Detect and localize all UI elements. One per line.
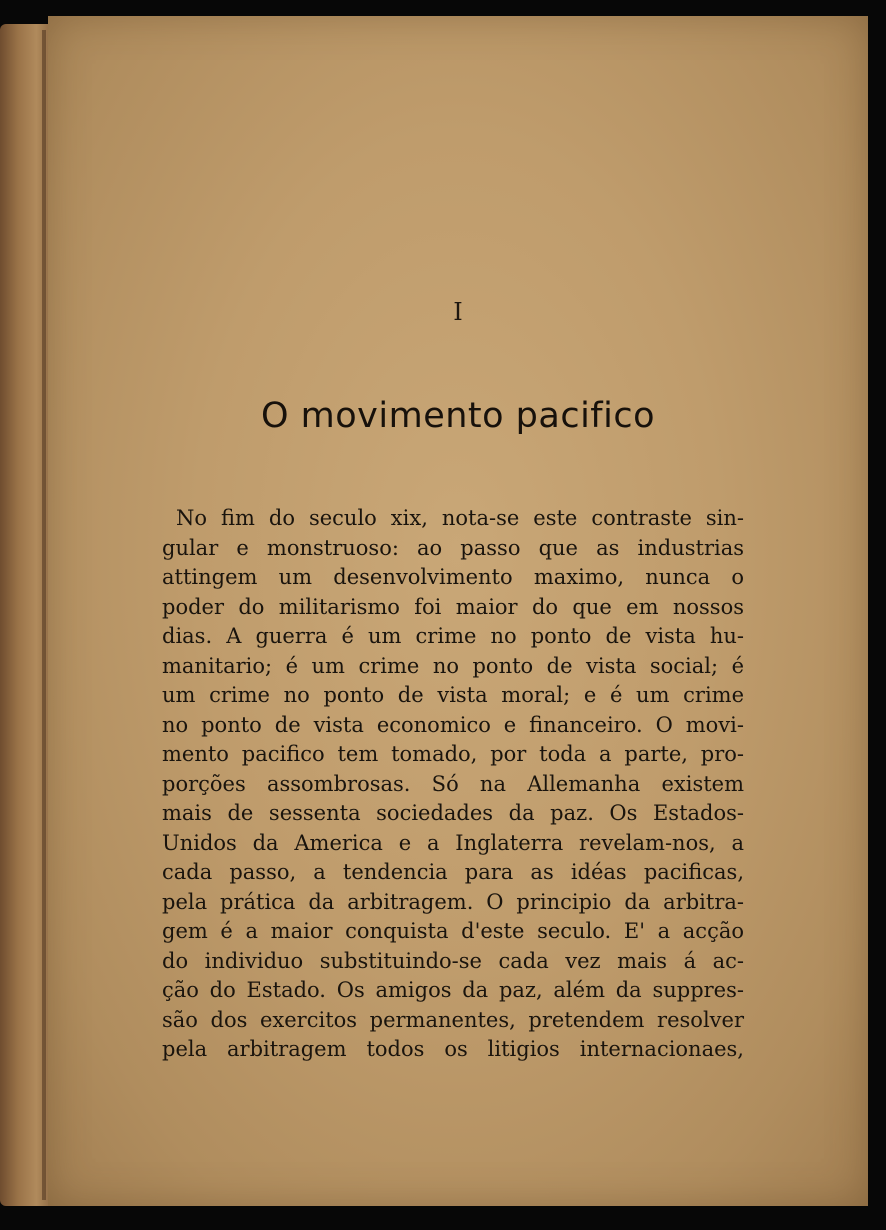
text-line: poder do militarismo foi maior do que em nossos: [162, 594, 744, 619]
text-line: mento pacifico tem tomado, por toda a parte, pro-: [162, 742, 744, 766]
text-line: Unidos da America e a Inglaterra revelam-nos, a: [162, 830, 744, 855]
text-line: porções assombrosas. Só na Allemanha existem: [162, 771, 744, 796]
text-line: dias. A guerra é um crime no ponto de vista hu-: [162, 624, 744, 648]
text-line: um crime no ponto de vista moral; e é um crime: [162, 683, 744, 707]
chapter-number: I: [453, 298, 463, 326]
body-paragraph: [162, 504, 744, 1065]
text-line: gem é a maior conquista d'este seculo. E' a acção: [162, 919, 744, 943]
text-line: pela prática da arbitragem. O principio da arbitra-: [162, 889, 744, 914]
text-line: no ponto de vista economico e financeiro. O movi-: [162, 712, 744, 737]
text-line: mais de sessenta sociedades da paz. Os Estados-: [162, 801, 744, 825]
chapter-title: O movimento pacifico: [260, 396, 656, 436]
text-line: ção do Estado. Os amigos da paz, além da suppres-: [162, 978, 744, 1002]
book-page: [48, 16, 868, 1206]
text-line: do individuo substituindo-se cada vez mais á ac-: [162, 948, 744, 973]
text-line: manitario; é um crime no ponto de vista social; é: [162, 653, 744, 678]
text-line: pela arbitragem todos os litigios internacionaes,: [162, 1037, 744, 1061]
text-line: cada passo, a tendencia para as idéas pacificas,: [162, 860, 744, 884]
spine-edge: [42, 30, 46, 1200]
text-line: attingem um desenvolvimento maximo, nunca o: [162, 565, 744, 589]
text-line: gular e monstruoso: ao passo que as industrias: [162, 535, 744, 560]
text-line: são dos exercitos permanentes, pretendem resolver: [162, 1007, 744, 1032]
text-line: No fim do seculo xix, nota-se este contraste sin-: [176, 506, 744, 530]
